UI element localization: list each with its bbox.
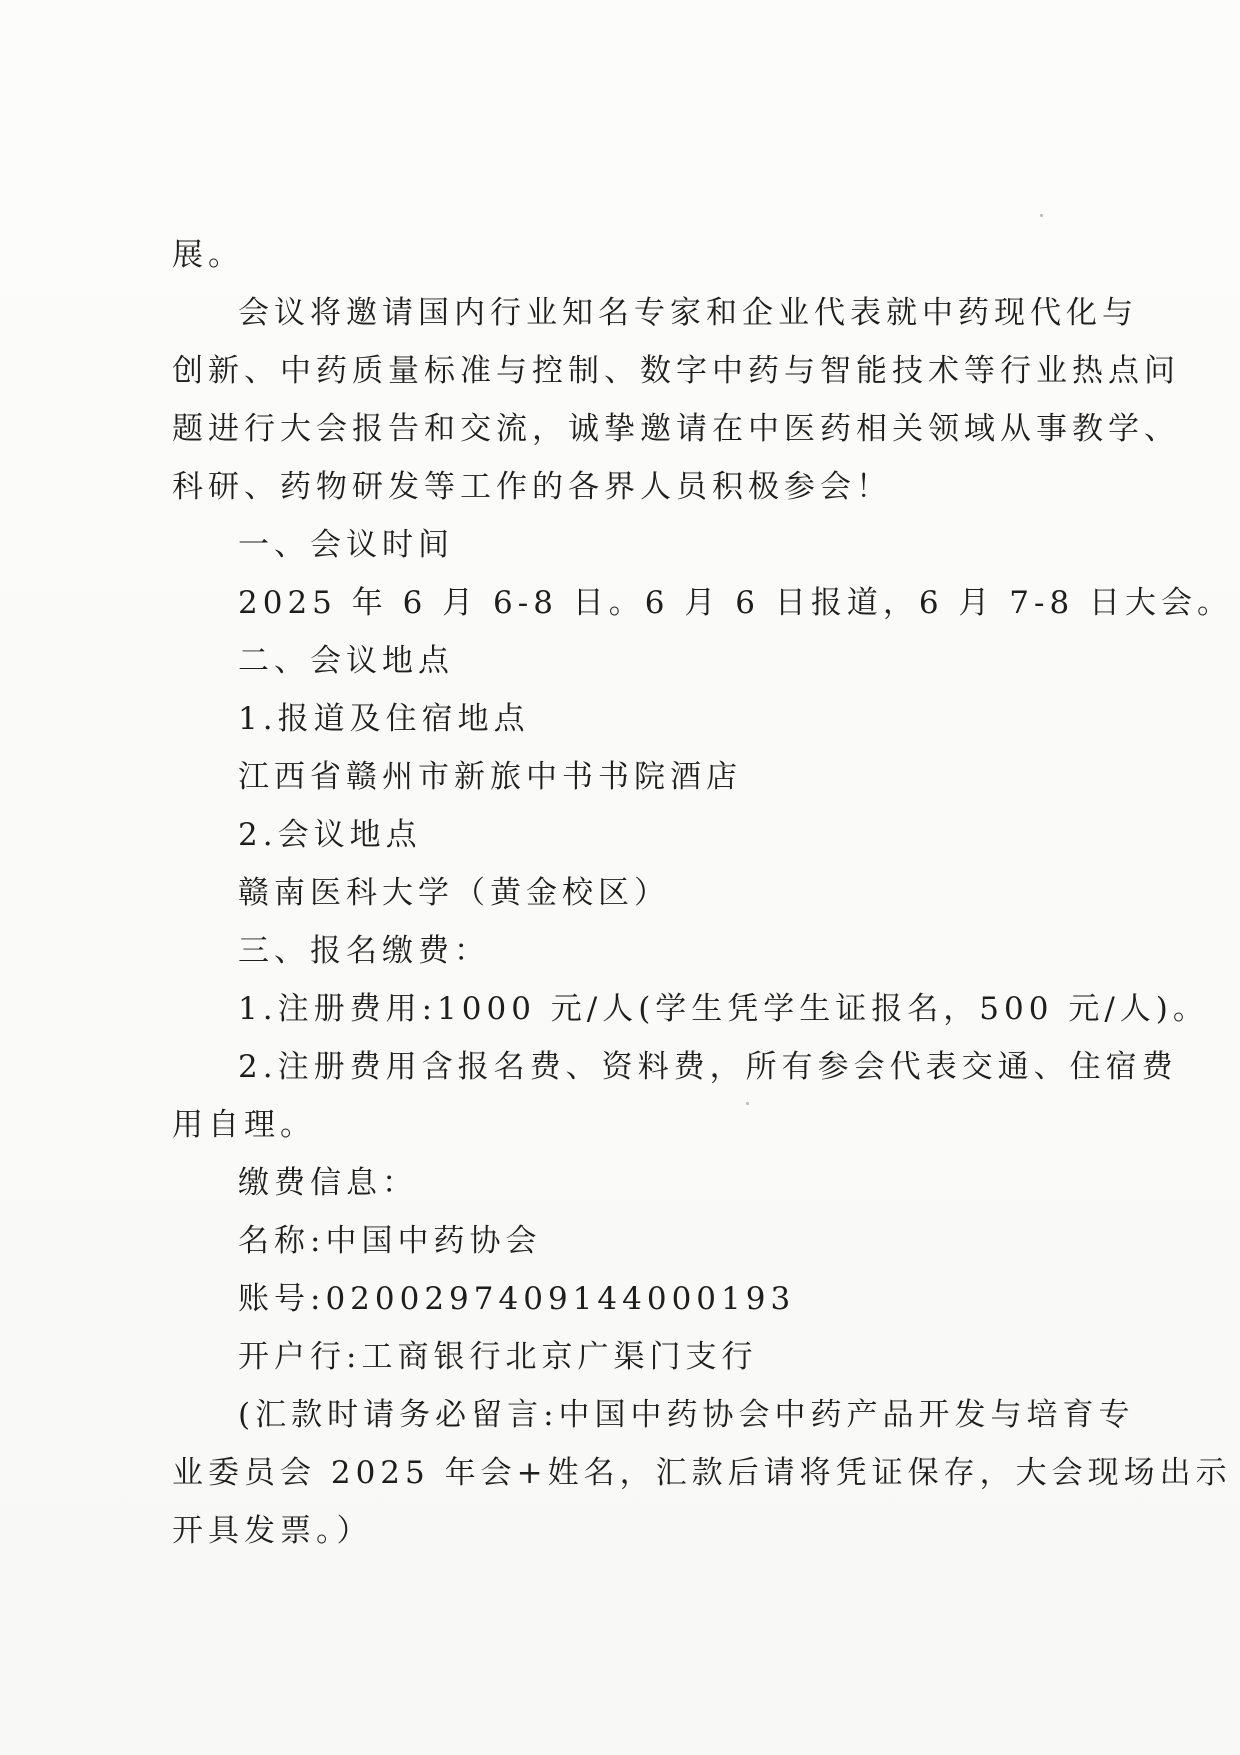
venue-name: 赣南医科大学（黄金校区） — [238, 875, 670, 911]
subheading-venue: 2.会议地点 — [238, 817, 422, 853]
meeting-dates: 2025 年 6 月 6-8 日。6 月 6 日报道，6 月 7-8 日大会。 — [238, 585, 1234, 621]
subheading-accommodation: 1.报道及住宿地点 — [238, 701, 530, 737]
text-line: 展。 — [172, 237, 244, 273]
section-heading-time: 一、会议时间 — [238, 527, 454, 563]
section-heading-registration: 三、报名缴费： — [238, 933, 490, 969]
text-line: 科研、药物研发等工作的各界人员积极参会！ — [172, 469, 892, 505]
section-heading-location: 二、会议地点 — [238, 643, 454, 679]
bank-branch: 开户行:工商银行北京广渠门支行 — [238, 1339, 758, 1375]
fee-coverage: 2.注册费用含报名费、资料费，所有参会代表交通、住宿费 — [238, 1049, 1178, 1085]
remittance-note: (汇款时请务必留言:中国中药协会中药产品开发与培育专 — [238, 1397, 1135, 1433]
text-line: 业委员会 2025 年会+姓名，汇款后请将凭证保存，大会现场出示 — [172, 1455, 1232, 1491]
text-line: 用自理。 — [172, 1107, 316, 1143]
text-line: 会议将邀请国内行业知名专家和企业代表就中药现代化与 — [238, 295, 1138, 331]
text-line: 创新、中药质量标准与控制、数字中药与智能技术等行业热点问 — [172, 353, 1180, 389]
text-line: 题进行大会报告和交流，诚挚邀请在中医药相关领域从事教学、 — [172, 411, 1180, 447]
document-body — [172, 226, 1234, 1560]
text-line: 开具发票。） — [172, 1513, 373, 1549]
payment-info-label: 缴费信息： — [238, 1165, 418, 1201]
account-number: 账号:0200297409144000193 — [238, 1281, 796, 1317]
scan-speck — [1040, 214, 1043, 217]
registration-fee: 1.注册费用:1000 元/人(学生凭学生证报名，500 元/人)。 — [238, 991, 1209, 1027]
scan-speck — [746, 1102, 749, 1105]
payee-name: 名称:中国中药协会 — [238, 1223, 542, 1259]
hotel-address: 江西省赣州市新旅中书书院酒店 — [238, 759, 742, 795]
